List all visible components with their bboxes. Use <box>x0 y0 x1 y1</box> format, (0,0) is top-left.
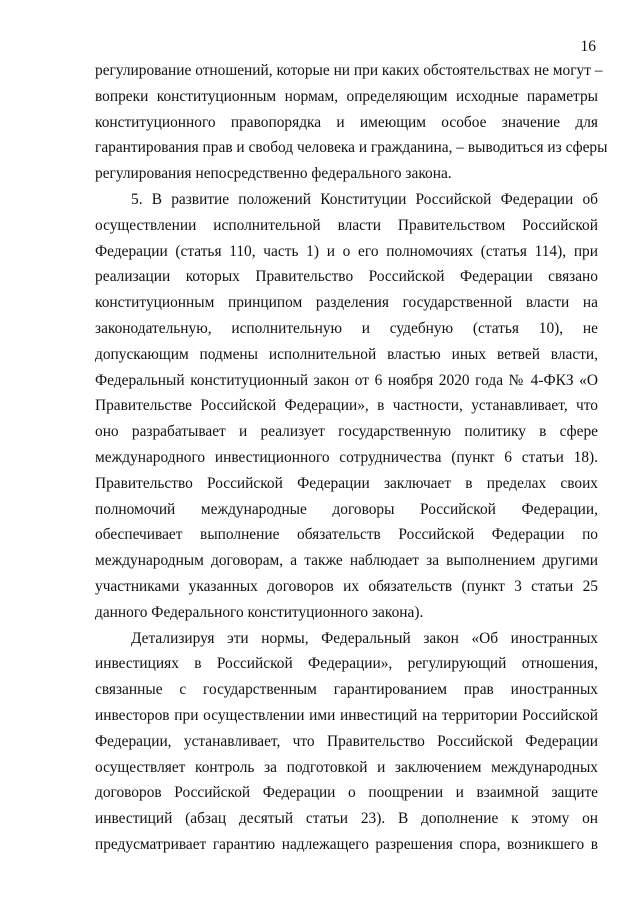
text-line: Федерации (статья 110, часть 1) и о его полномочиях (статья 114), при <box>95 242 598 260</box>
text-line: регулирования непосредственно федерального закона. <box>95 165 452 183</box>
text-line: оно разрабатывает и реализует государственную политику в сфере <box>95 423 598 441</box>
text-line: международного инвестиционного сотрудничества (пункт 6 статьи 18). <box>95 448 598 466</box>
text-line: осуществлении исполнительной власти Правительством Российской <box>95 216 598 234</box>
text-line: Федеральный конституционный закон от 6 ноября 2020 года № 4-ФКЗ «О <box>95 371 598 389</box>
document-body <box>95 58 608 858</box>
text-line: Правительстве Российской Федерации», в частности, устанавливает, что <box>95 397 598 415</box>
text-line: инвесторов при осуществлении ими инвестиций на территории Российской <box>95 706 598 724</box>
text-line: Детализируя эти нормы, Федеральный закон «Об иностранных <box>131 629 598 647</box>
text-line: инвестиций (абзац десятый статьи 23). В дополнение к этому он <box>95 810 598 828</box>
text-line: Правительство Российской Федерации заключает в пределах своих <box>95 474 598 492</box>
text-line: законодательную, исполнительную и судебную (статья 10), не <box>95 319 598 337</box>
text-line: конституционного правопорядка и имеющим особое значение для <box>95 113 598 131</box>
text-line: полномочий международные договоры Российской Федерации, <box>95 500 598 518</box>
text-line: реализации которых Правительство Российской Федерации связано <box>95 268 598 286</box>
text-line: участниками указанных договоров их обязательств (пункт 3 статьи 25 <box>95 577 598 595</box>
text-line: Федерации, устанавливает, что Правительство Российской Федерации <box>95 732 598 750</box>
page-number: 16 <box>580 38 596 55</box>
text-line: международным договорам, а также наблюдает за выполнением другими <box>95 552 598 570</box>
text-line: гарантирования прав и свобод человека и гражданина, – выводиться из сферы <box>95 139 608 157</box>
paragraph <box>95 626 598 858</box>
text-line: инвестициях в Российской Федерации», регулирующий отношения, <box>95 655 598 673</box>
text-line: конституционным принципом разделения государственной власти на <box>95 294 598 312</box>
text-line: обеспечивает выполнение обязательств Российской Федерации по <box>95 526 598 544</box>
text-line: договоров Российской Федерации о поощрении и взаимной защите <box>95 784 598 802</box>
paragraph <box>95 58 608 187</box>
text-line: регулирование отношений, которые ни при каких обстоятельствах не могут – <box>95 62 603 79</box>
paragraph <box>95 187 598 626</box>
text-line: данного Федерального конституционного закона). <box>95 603 424 621</box>
text-line: вопреки конституционным нормам, определяющим исходные параметры <box>95 87 598 105</box>
text-line: предусматривает гарантию надлежащего разрешения спора, возникшего в <box>95 835 598 853</box>
text-line: допускающим подмены исполнительной властью иных ветвей власти, <box>95 345 598 363</box>
text-line: 5. В развитие положений Конституции Российской Федерации об <box>131 190 598 208</box>
text-line: связанные с государственным гарантированием прав иностранных <box>95 681 598 699</box>
text-line: осуществляет контроль за подготовкой и заключением международных <box>95 758 598 776</box>
